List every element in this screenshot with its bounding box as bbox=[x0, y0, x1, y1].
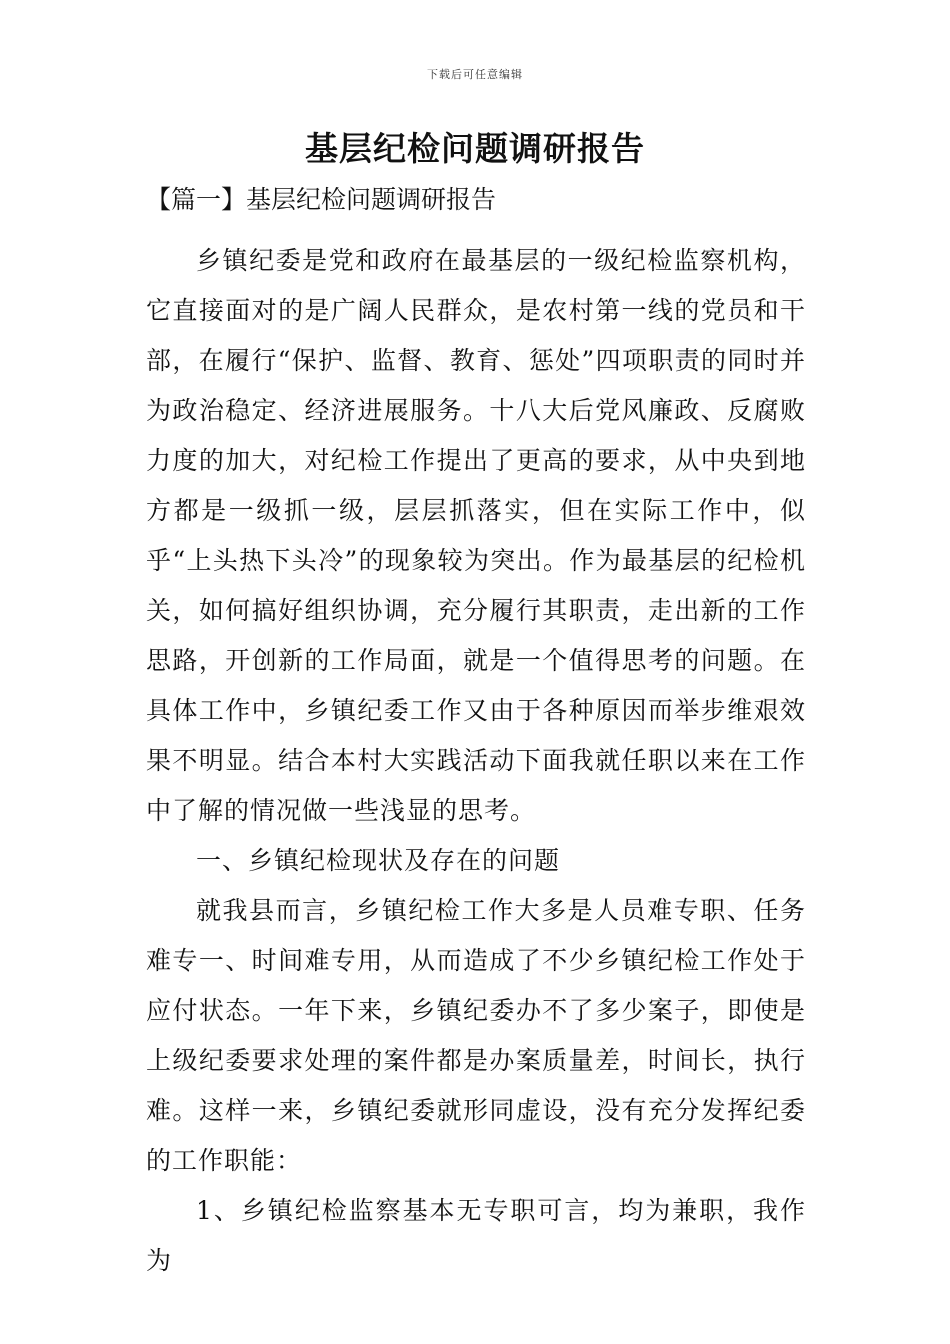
intro-paragraph: 乡镇纪委是党和政府在最基层的一级纪检监察机构，它直接面对的是广阔人民群众，是农村第一线的党员和干部，在履行“保护、监督、教育、惩处”四项职责的同时并为政治稳定、经济进展服务。十八大后党风廉政、反腐败力度的加大，对纪检工作提出了更高的要求，从中央到地方都是一级抓一级，层层抓落实，但在实际工作中，似乎“上头热下头冷”的现象较为突出。作为最基层的纪检机关，如何搞好组织协调，充分履行其职责，走出新的工作思路，开创新的工作局面，就是一个值得思考的问题。在具体工作中，乡镇纪委工作又由于各种原因而举步维艰效果不明显。结合本村大实践活动下面我就任职以来在工作中了解的情况做一些浅显的思考。 bbox=[146, 246, 806, 825]
document-body bbox=[146, 183, 806, 1286]
document-title: 基层纪检问题调研报告 bbox=[305, 129, 645, 168]
section-paragraph: 就我县而言，乡镇纪检工作大多是人员难专职、任务难专一、时间难专用，从而造成了不少乡镇纪检工作处于应付状态。一年下来，乡镇纪委办不了多少案子，即使是上级纪委要求处理的案件都是办案质量差，时间长，执行难。这样一来，乡镇纪委就形同虚设，没有充分发挥纪委的工作职能： bbox=[146, 896, 806, 1175]
section-heading: 一、乡镇纪检现状及存在的问题 bbox=[196, 846, 561, 875]
header-note: 下载后可任意编辑 bbox=[427, 68, 523, 81]
document-subtitle: 【篇一】基层纪检问题调研报告 bbox=[146, 185, 497, 214]
numbered-paragraph: 1、乡镇纪检监察基本无专职可言，均为兼职，我作为 bbox=[146, 1196, 806, 1275]
